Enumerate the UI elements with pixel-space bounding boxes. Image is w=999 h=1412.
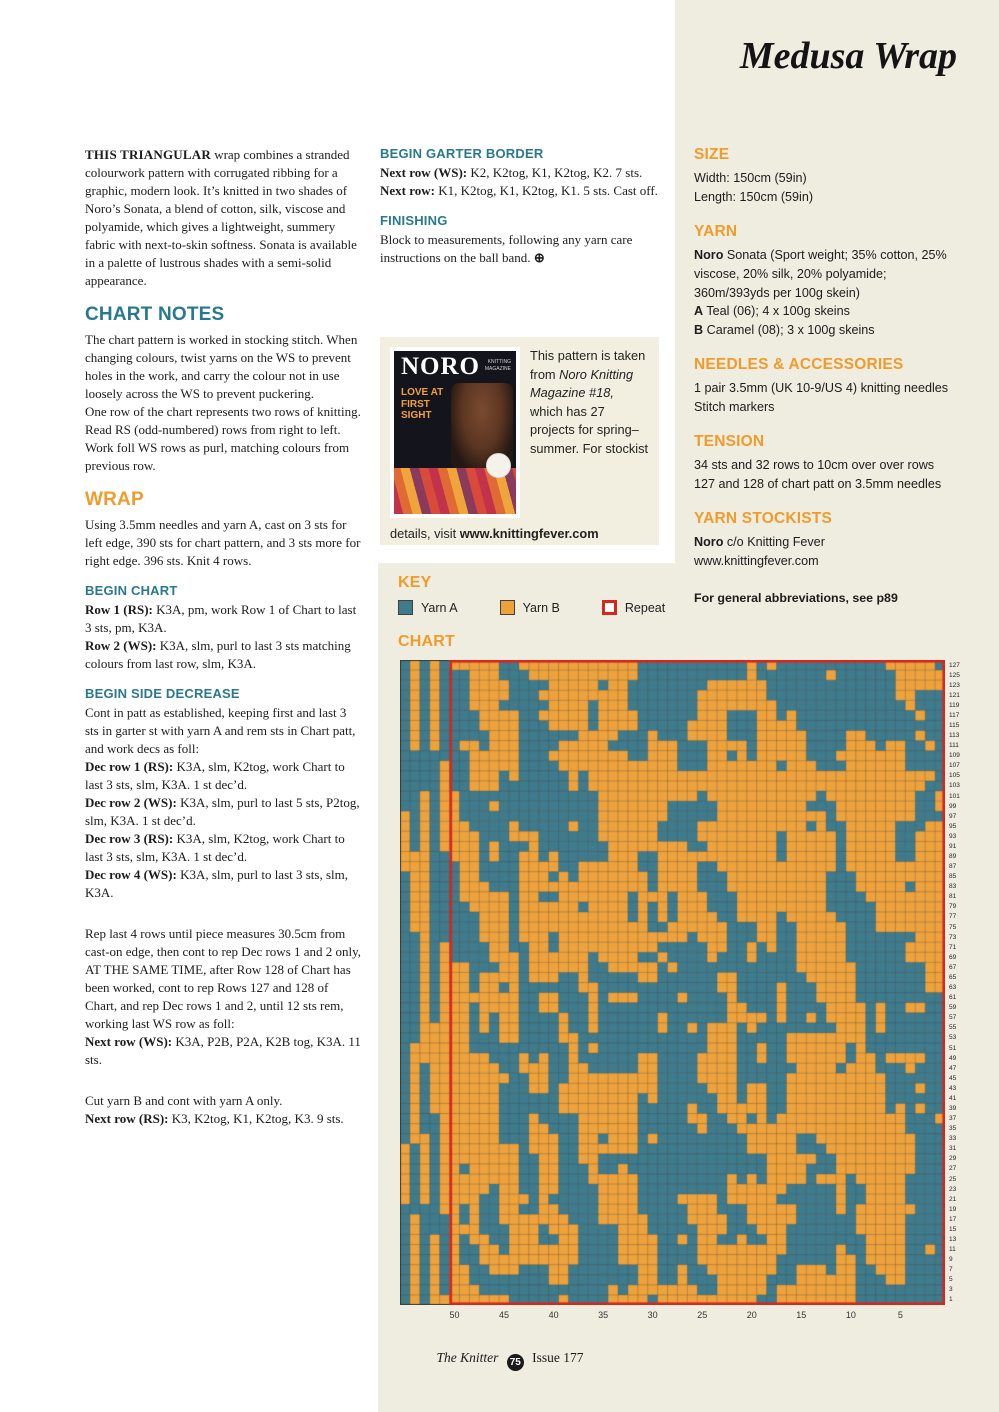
promo-text-2: which has 27 projects for spring–summer. For stockist xyxy=(530,403,649,456)
heading-tension: TENSION xyxy=(694,433,765,451)
chart-row-numbers: 127 125 123 121 119 117 115 113 111 109 107 105 103 101 99 97 95 93 91 89 87 85 83 81 79 77 75 73 71 69 67 65 63 61 59 57 55 53 51 49 47 45 43 41 39 37 35 33 31 29 27 25 23 21 19 17 15 13 11 9 7 5 3 1 xyxy=(949,661,960,1304)
chart-row-2 xyxy=(85,637,362,673)
dec-row-2 xyxy=(85,794,362,830)
yarn-b-key: B xyxy=(694,323,704,338)
stockists-text: c/o Knitting Fever xyxy=(723,534,825,549)
promo-text-1: This pattern is taken from xyxy=(530,348,646,382)
size-width: Width: 150cm (59in) xyxy=(694,171,807,185)
cover-badge xyxy=(486,453,511,478)
next-row-rs xyxy=(85,1110,362,1128)
yarn-a-line xyxy=(694,302,956,321)
dec-row-1 xyxy=(85,758,362,794)
promo-url: www.knittingfever.com xyxy=(459,526,599,541)
row1-label: Row 1 (RS): xyxy=(85,602,153,617)
yarn-b-desc: Caramel (08); 3 x 100g skeins xyxy=(703,323,875,338)
dec1-text: K3A, slm, K2tog, work Chart to last 3 sts, slm, K3A. 1 st dec’d. xyxy=(85,759,345,792)
dec2-text: K3A, slm, purl to last 5 sts, P2tog, slm, K3A. 1 st dec’d. xyxy=(85,795,360,828)
yarn-a-swatch xyxy=(398,600,413,615)
promo-magazine-title: Noro Knitting Magazine #18, xyxy=(530,366,634,401)
heading-finishing: FINISHING xyxy=(380,213,448,228)
yarn-b-label: Yarn B xyxy=(522,600,560,615)
dec4-label: Dec row 4 (WS): xyxy=(85,867,177,882)
next-ws-label: Next row (WS): xyxy=(85,1034,173,1049)
heading-stockists: YARN STOCKISTS xyxy=(694,509,833,527)
heading-yarn: YARN xyxy=(694,222,738,240)
yarn-a-label: Yarn A xyxy=(421,600,458,615)
column-2 xyxy=(380,146,658,267)
garter-r2-text: K1, K2tog, K1, K2tog, K1. 5 sts. Cast off. xyxy=(435,183,658,198)
heading-begin-chart: BEGIN CHART xyxy=(85,583,178,598)
intro-lead: THIS TRIANGULAR xyxy=(85,147,211,162)
cover-tagline: LOVE AT FIRST SIGHT xyxy=(401,387,444,421)
footer-magazine-name: The Knitter xyxy=(436,1350,499,1365)
promo-box xyxy=(380,337,659,545)
heading-side-decrease: BEGIN SIDE DECREASE xyxy=(85,686,240,701)
size-length: Length: 150cm (59in) xyxy=(694,189,814,204)
garter-row-1 xyxy=(380,164,658,182)
stockists-brand: Noro xyxy=(694,534,724,549)
page-footer xyxy=(360,1350,660,1371)
yarn-a-desc: Teal (06); 4 x 100g skeins xyxy=(703,304,850,319)
chart-notes-body-2: One row of the chart represents two rows of knitting. Read RS (odd-numbered) rows from right to left. Work foll WS rows as purl, matching colours from previous row. xyxy=(85,404,361,473)
chart-col-numbers: 50 45 40 35 30 25 20 15 10 5 xyxy=(449,1310,903,1320)
footer-issue: Issue 177 xyxy=(532,1350,584,1365)
magazine-cover xyxy=(390,347,520,518)
issue-badge: 75 xyxy=(507,1354,524,1371)
heading-needles: NEEDLES & ACCESSORIES xyxy=(694,356,904,374)
garter-r1-label: Next row (WS): xyxy=(380,165,468,180)
next-rs-text: K3, K2tog, K1, K2tog, K3. 9 sts. xyxy=(168,1111,344,1126)
stockists-line-1 xyxy=(694,533,956,552)
heading-chart-notes: CHART NOTES xyxy=(85,304,225,325)
dec1-label: Dec row 1 (RS): xyxy=(85,759,174,774)
yarn-desc-text: Sonata (Sport weight; 35% cotton, 25% viscose, 20% silk, 20% polyamide; 360m/393yds per 100g skein) xyxy=(694,247,947,300)
page-title: Medusa Wrap xyxy=(739,35,957,77)
chart-notes-body-1: The chart pattern is worked in stocking stitch. When changing colours, twist yarns on the WS to prevent holes in the work, and carry the colour not in use loosely across the WS to prevent puckering. xyxy=(85,332,358,401)
needles-line-1: 1 pair 3.5mm (UK 10-9/US 4) knitting needles xyxy=(694,381,949,396)
abbreviations-note: For general abbreviations, see p89 xyxy=(694,590,898,605)
yarn-b-swatch xyxy=(500,600,515,615)
dec3-label: Dec row 3 (RS): xyxy=(85,831,174,846)
dec4-text: K3A, slm, purl to last 3 sts, slm, K3A. xyxy=(85,867,349,900)
rep-paragraph: Rep last 4 rows until piece measures 30.5cm from cast-on edge, then cont to rep Dec rows 1 and 2 only, AT THE SAME TIME, after Row 128 of Chart has been worked, cont to rep Rows 127 and 128 of Chart, and rep Dec rows 1 and 2, until 12 sts rem, working last WS row as foll: xyxy=(85,926,362,1031)
garter-r1-text: K2, K2tog, K1, K2tog, K2. 7 sts. xyxy=(467,165,643,180)
yarn-a-key: A xyxy=(694,304,704,319)
next-ws-text: K3A, P2B, P2A, K2B tog, K3A. 11 sts. xyxy=(85,1034,361,1067)
finishing-text: Block to measurements, following any yarn care instructions on the ball band. xyxy=(380,232,633,265)
knitting-chart-grid xyxy=(400,660,945,1305)
dec3-text: K3A, slm, K2tog, work Chart to last 3 sts, slm, K3A. 1 st dec’d. xyxy=(85,831,345,864)
intro-text: wrap combines a stranded colourwork pattern with corrugated ribbing for a graphic, modern look. It’s knitted in two shades of Noro’s Sonata, a blend of cotton, silk, viscose and polyamide, which gives a lightweight, summery fabric with next-to-skin softness. Sonata is available in a palette of lustrous shades with a semi-solid appearance. xyxy=(85,147,357,288)
row1-text: K3A, pm, work Row 1 of Chart to last 3 sts, pm, K3A. xyxy=(85,602,357,635)
garter-r2-label: Next row: xyxy=(380,183,435,198)
cover-brand-logo: NORO xyxy=(401,353,480,380)
yarn-description xyxy=(694,246,956,303)
row2-label: Row 2 (WS): xyxy=(85,638,157,653)
repeat-label: Repeat xyxy=(624,600,666,615)
cover-small-text: KNITTING MAGAZINE xyxy=(484,359,511,372)
next-rs-label: Next row (RS): xyxy=(85,1111,169,1126)
heading-key: KEY xyxy=(398,574,432,591)
row2-text: K3A, slm, purl to last 3 sts matching colours from last row, slm, K3A. xyxy=(85,638,351,671)
needles-line-2: Stitch markers xyxy=(694,400,775,415)
dec-row-4 xyxy=(85,866,362,902)
promo-text xyxy=(520,347,649,518)
yarn-brand: Noro xyxy=(694,247,724,262)
garter-row-2 xyxy=(380,182,658,200)
dec2-label: Dec row 2 (WS): xyxy=(85,795,177,810)
wrap-body: Using 3.5mm needles and yarn A, cast on 3 sts for left edge, 390 sts for chart pattern, and 3 sts more for right edge. 396 sts. Knit 4 rows. xyxy=(85,517,361,568)
intro-paragraph xyxy=(85,146,362,290)
heading-garter-border: BEGIN GARTER BORDER xyxy=(380,146,544,161)
column-1 xyxy=(85,146,362,1128)
tension-body: 34 sts and 32 rows to 10cm over over rows 127 and 128 of chart patt on 3.5mm needles xyxy=(694,458,942,491)
side-dec-intro: Cont in patt as established, keeping first and last 3 sts in garter st with yarn A and rem sts in Chart patt, and work decs as foll: xyxy=(85,705,356,756)
chart-row-1 xyxy=(85,601,362,637)
finishing-body xyxy=(380,231,658,267)
info-sidebar xyxy=(694,146,956,617)
heading-size: SIZE xyxy=(694,146,730,163)
heading-chart: CHART xyxy=(398,633,455,650)
end-of-pattern-icon: ⊕ xyxy=(533,250,545,265)
stockists-url: www.knittingfever.com xyxy=(694,553,819,568)
yarn-b-line xyxy=(694,321,956,340)
heading-wrap: WRAP xyxy=(85,489,144,510)
next-row-ws xyxy=(85,1033,362,1069)
promo-bottom-line xyxy=(390,525,649,543)
repeat-swatch xyxy=(602,600,617,615)
dec-row-3 xyxy=(85,830,362,866)
cut-paragraph: Cut yarn B and cont with yarn A only. xyxy=(85,1093,283,1108)
promo-text-3: details, visit xyxy=(390,526,460,541)
